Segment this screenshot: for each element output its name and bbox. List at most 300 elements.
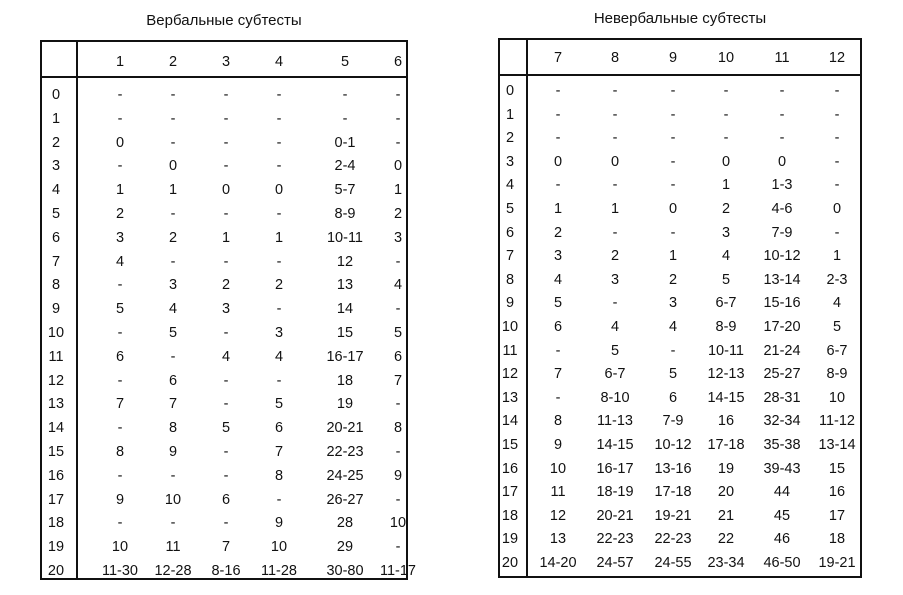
verbal-row-label: 15 <box>47 444 65 460</box>
nonverbal-table-cell: - <box>555 106 561 123</box>
nonverbal-table-cell: 0 <box>721 153 731 170</box>
verbal-table-cell: 1 <box>274 229 284 246</box>
nonverbal-row-label: 2 <box>505 130 515 147</box>
verbal-table-cell: 7 <box>274 444 284 460</box>
nonverbal-row-label: 16 <box>501 460 519 477</box>
nonverbal-table-cell: 1 <box>553 201 563 217</box>
verbal-table-cell: 2 <box>274 277 284 294</box>
verbal-row-label: 11 <box>48 348 64 365</box>
verbal-table-cell: 13 <box>336 277 354 294</box>
nonverbal-table-cell: - <box>612 83 618 99</box>
nonverbal-table-cell: 5 <box>668 366 678 383</box>
nonverbal-table-cell: 6 <box>668 389 678 406</box>
nonverbal-table-cell: 11-13 <box>596 413 633 430</box>
nonverbal-table-cell: 17-20 <box>763 319 801 335</box>
verbal-column-header: 3 <box>221 54 231 70</box>
verbal-table-cell: 28 <box>336 515 354 532</box>
nonverbal-table-cell: 18 <box>828 531 846 548</box>
verbal-table-cell: - <box>395 301 401 318</box>
nonverbal-row-label: 18 <box>501 507 519 524</box>
verbal-row-label-divider <box>76 42 78 578</box>
nonverbal-table-cell: 7-9 <box>771 224 793 241</box>
nonverbal-table-cell: - <box>612 224 618 241</box>
nonverbal-table-cell: 16 <box>717 413 735 430</box>
nonverbal-table-cell: 6-7 <box>604 366 626 383</box>
verbal-row-label: 12 <box>47 372 65 389</box>
verbal-table-cell: 10 <box>164 491 182 508</box>
verbal-table-cell: 4 <box>115 253 125 270</box>
verbal-table-cell: - <box>395 110 401 127</box>
verbal-table <box>40 40 416 580</box>
nonverbal-table-cell: 2 <box>610 248 620 265</box>
verbal-table-cell: 2 <box>115 206 125 222</box>
nonverbal-table-cell: 1 <box>610 201 620 217</box>
nonverbal-table-cell: - <box>555 177 561 194</box>
nonverbal-table-cell: 11-12 <box>818 413 855 430</box>
verbal-table-cell: 11 <box>165 539 181 556</box>
nonverbal-table-cell: 22-23 <box>596 531 634 548</box>
verbal-table-cell: - <box>117 515 123 532</box>
nonverbal-table-cell: 44 <box>773 484 791 501</box>
verbal-table-cell: 6 <box>393 348 403 365</box>
nonverbal-table-cell: - <box>670 224 676 241</box>
nonverbal-table-cell: 46 <box>773 531 791 548</box>
nonverbal-row-label: 1 <box>505 106 515 123</box>
nonverbal-table-cell: - <box>834 106 840 123</box>
verbal-table-cell: 6 <box>168 372 178 389</box>
nonverbal-table-cell: 10-12 <box>654 437 692 453</box>
verbal-table-cell: 9 <box>393 467 403 484</box>
verbal-table-cell: - <box>223 158 229 175</box>
verbal-row-label: 7 <box>51 253 61 270</box>
verbal-table-cell: - <box>117 420 123 437</box>
nonverbal-table <box>498 38 862 578</box>
nonverbal-row-label: 19 <box>501 531 519 548</box>
verbal-table-cell: 2-4 <box>334 158 356 175</box>
verbal-table-cell: - <box>223 325 229 341</box>
verbal-table-cell: 8-16 <box>211 563 241 579</box>
verbal-table-cell: - <box>342 110 348 127</box>
nonverbal-table-cell: 0 <box>553 153 563 170</box>
nonverbal-table-cell: - <box>670 130 676 147</box>
verbal-table-cell: - <box>223 467 229 484</box>
verbal-table-cell: 0 <box>221 182 231 199</box>
verbal-row-label: 0 <box>51 87 61 103</box>
nonverbal-table-cell: - <box>670 177 676 194</box>
nonverbal-row-label: 17 <box>501 484 519 501</box>
verbal-table-cell: 8 <box>393 420 403 437</box>
verbal-table-cell: 30-80 <box>326 563 364 579</box>
nonverbal-table-cell: 15-16 <box>763 295 801 312</box>
nonverbal-table-cell: 21 <box>717 507 735 524</box>
nonverbal-table-cell: 21-24 <box>763 342 801 359</box>
nonverbal-table-cell: 35-38 <box>763 437 801 453</box>
nonverbal-table-cell: 0 <box>832 201 842 217</box>
nonverbal-row-label: 14 <box>501 413 519 430</box>
nonverbal-table-cell: - <box>555 342 561 359</box>
nonverbal-table-cell: 3 <box>553 248 563 265</box>
nonverbal-table-cell: 0 <box>668 201 678 217</box>
nonverbal-table-cell: - <box>555 389 561 406</box>
verbal-row-label: 2 <box>51 134 61 151</box>
verbal-table-cell: 5 <box>274 396 284 413</box>
nonverbal-column-header: 7 <box>553 50 563 66</box>
nonverbal-table-cell: 4 <box>668 319 678 335</box>
verbal-table-cell: 15 <box>336 325 354 341</box>
nonverbal-table-cell: - <box>723 106 729 123</box>
nonverbal-row-label: 20 <box>501 555 519 571</box>
verbal-table-cell: 1 <box>221 229 231 246</box>
nonverbal-table-cell: 22-23 <box>654 531 692 548</box>
nonverbal-table-cell: 15 <box>828 460 846 477</box>
nonverbal-table-cell: 11 <box>550 484 566 501</box>
verbal-table-cell: 2 <box>168 229 178 246</box>
nonverbal-table-cell: 46-50 <box>763 555 801 571</box>
verbal-table-cell: 12 <box>336 253 354 270</box>
verbal-title: Вербальные субтесты <box>146 12 302 29</box>
nonverbal-row-label: 11 <box>502 342 518 359</box>
nonverbal-table-cell: - <box>834 83 840 99</box>
verbal-row-label: 8 <box>51 277 61 294</box>
verbal-table-cell: - <box>342 87 348 103</box>
verbal-table-cell: - <box>395 134 401 151</box>
verbal-table-cell: 2 <box>221 277 231 294</box>
nonverbal-table-cell: 2-3 <box>826 271 848 288</box>
verbal-column-header: 1 <box>115 54 125 70</box>
nonverbal-row-label: 12 <box>501 366 519 383</box>
verbal-table-cell: - <box>276 87 282 103</box>
nonverbal-table-cell: 6-7 <box>826 342 848 359</box>
verbal-table-cell: - <box>223 110 229 127</box>
nonverbal-table-cell: 1 <box>832 248 842 265</box>
verbal-table-cell: - <box>170 134 176 151</box>
nonverbal-table-cell: - <box>834 130 840 147</box>
verbal-table-cell: 8 <box>168 420 178 437</box>
nonverbal-table-cell: - <box>555 130 561 147</box>
nonverbal-table-cell: 5 <box>610 342 620 359</box>
nonverbal-table-cell: 8 <box>553 413 563 430</box>
verbal-table-cell: 5-7 <box>334 182 356 199</box>
verbal-row-label: 5 <box>51 206 61 222</box>
nonverbal-table-cell: 25-27 <box>763 366 801 383</box>
verbal-table-cell: - <box>117 110 123 127</box>
nonverbal-table-cell: - <box>779 83 785 99</box>
nonverbal-table-cell: 12-13 <box>707 366 745 383</box>
verbal-table-cell: - <box>223 515 229 532</box>
nonverbal-row-label: 15 <box>501 437 519 453</box>
nonverbal-table-cell: 10 <box>828 389 846 406</box>
verbal-table-cell: - <box>170 253 176 270</box>
nonverbal-table-cell: - <box>779 130 785 147</box>
verbal-table-cell: 4 <box>274 348 284 365</box>
verbal-row-label: 18 <box>47 515 65 532</box>
verbal-table-cell: 8 <box>115 444 125 460</box>
verbal-column-header: 4 <box>274 54 284 70</box>
nonverbal-table-cell: 3 <box>721 224 731 241</box>
nonverbal-table-cell: 4 <box>553 271 563 288</box>
verbal-table-cell: - <box>223 87 229 103</box>
verbal-row-label: 3 <box>51 158 61 175</box>
verbal-table-cell: - <box>395 539 401 556</box>
verbal-row-label: 6 <box>51 229 61 246</box>
verbal-column-header: 6 <box>393 54 403 70</box>
nonverbal-table-cell: 18-19 <box>596 484 634 501</box>
verbal-table-cell: 4 <box>168 301 178 318</box>
nonverbal-table-cell: 4 <box>610 319 620 335</box>
verbal-table-cell: - <box>223 206 229 222</box>
verbal-table-cell: - <box>117 372 123 389</box>
nonverbal-table-cell: 6 <box>553 319 563 335</box>
nonverbal-table-cell: 17-18 <box>707 437 745 453</box>
nonverbal-table-cell: 14-20 <box>539 555 577 571</box>
verbal-table-cell: 10 <box>111 539 129 556</box>
verbal-table-cell: 14 <box>336 301 354 318</box>
nonverbal-row-label: 7 <box>505 248 515 265</box>
verbal-row-label: 20 <box>47 563 65 579</box>
nonverbal-table-cell: 7-9 <box>662 413 684 430</box>
nonverbal-table-cell: 10-11 <box>707 342 744 359</box>
verbal-table-cell: - <box>276 134 282 151</box>
verbal-table-cell: 6 <box>115 348 125 365</box>
verbal-table-cell: - <box>170 206 176 222</box>
verbal-table-cell: 7 <box>115 396 125 413</box>
verbal-table-cell: 9 <box>115 491 125 508</box>
nonverbal-table-cell: 17 <box>828 507 846 524</box>
verbal-table-cell: 10 <box>389 515 407 532</box>
nonverbal-table-cell: 3 <box>668 295 678 312</box>
nonverbal-table-cell: 6-7 <box>715 295 737 312</box>
nonverbal-table-cell: 8-9 <box>715 319 737 335</box>
verbal-table-cell: - <box>395 491 401 508</box>
nonverbal-table-cell: 5 <box>832 319 842 335</box>
verbal-table-cell: 22-23 <box>326 444 364 460</box>
nonverbal-table-cell: 14-15 <box>707 389 745 406</box>
nonverbal-row-label: 3 <box>505 153 515 170</box>
verbal-table-cell: - <box>117 467 123 484</box>
nonverbal-table-cell: 45 <box>773 507 791 524</box>
nonverbal-table-cell: 24-57 <box>596 555 634 571</box>
verbal-table-cell: 11-17 <box>379 563 416 579</box>
nonverbal-table-cell: 17-18 <box>654 484 692 501</box>
verbal-table-cell: - <box>395 396 401 413</box>
verbal-table-cell: - <box>276 253 282 270</box>
verbal-table-cell: - <box>276 301 282 318</box>
nonverbal-row-label: 5 <box>505 201 515 217</box>
nonverbal-row-label-divider <box>526 40 528 576</box>
verbal-table-cell: 24-25 <box>326 467 364 484</box>
verbal-table-cell: 6 <box>274 420 284 437</box>
nonverbal-column-header: 9 <box>668 50 678 66</box>
verbal-table-cell: 8-9 <box>334 206 356 222</box>
nonverbal-table-cell: 13-14 <box>763 271 801 288</box>
nonverbal-table-cell: 12 <box>549 507 567 524</box>
verbal-table-cell: 0-1 <box>334 134 356 151</box>
verbal-table-cell: 1 <box>168 182 178 199</box>
nonverbal-row-label: 13 <box>501 389 519 406</box>
verbal-table-cell: 10-11 <box>326 229 363 246</box>
nonverbal-table-cell: - <box>612 106 618 123</box>
verbal-table-cell: - <box>223 372 229 389</box>
nonverbal-table-cell: - <box>834 224 840 241</box>
verbal-table-cell: 7 <box>168 396 178 413</box>
verbal-table-cell: - <box>395 87 401 103</box>
nonverbal-table-cell: - <box>670 106 676 123</box>
nonverbal-table-cell: 10-12 <box>763 248 801 265</box>
verbal-table-cell: 3 <box>168 277 178 294</box>
nonverbal-table-cell: - <box>670 153 676 170</box>
nonverbal-table-cell: - <box>834 177 840 194</box>
nonverbal-table-cell: - <box>670 342 676 359</box>
nonverbal-table-cell: 8-10 <box>600 389 630 406</box>
verbal-table-cell: 12-28 <box>154 563 192 579</box>
verbal-row-label: 14 <box>47 420 65 437</box>
nonverbal-table-cell: 0 <box>610 153 620 170</box>
verbal-table-cell: 5 <box>168 325 178 341</box>
nonverbal-table-cell: 8-9 <box>826 366 848 383</box>
verbal-table-cell: 3 <box>221 301 231 318</box>
nonverbal-table-cell: 14-15 <box>596 437 634 453</box>
verbal-table-cell: 5 <box>221 420 231 437</box>
nonverbal-table-cell: 0 <box>777 153 787 170</box>
verbal-table-cell: 0 <box>115 134 125 151</box>
nonverbal-table-cell: - <box>555 83 561 99</box>
nonverbal-column-header: 10 <box>717 50 735 66</box>
verbal-table-cell: - <box>223 134 229 151</box>
nonverbal-table-cell: 19 <box>717 460 735 477</box>
nonverbal-table-cell: 16 <box>828 484 846 501</box>
nonverbal-table-cell: - <box>723 83 729 99</box>
verbal-table-cell: 11-30 <box>101 563 138 579</box>
nonverbal-table-cell: 7 <box>553 366 563 383</box>
nonverbal-title: Невербальные субтесты <box>593 10 767 27</box>
verbal-table-cell: 4 <box>393 277 403 294</box>
verbal-table-cell: 29 <box>336 539 354 556</box>
verbal-table-cell: - <box>395 253 401 270</box>
nonverbal-row-label: 8 <box>505 271 515 288</box>
verbal-table-cell: 0 <box>393 158 403 175</box>
verbal-table-cell: 18 <box>336 372 354 389</box>
nonverbal-table-cell: 4-6 <box>771 201 793 217</box>
verbal-table-cell: 1 <box>393 182 403 199</box>
nonverbal-table-cell: 5 <box>721 271 731 288</box>
nonverbal-table-cell: - <box>834 153 840 170</box>
verbal-table-cell: - <box>170 515 176 532</box>
nonverbal-table-cell: - <box>670 83 676 99</box>
verbal-row-label: 16 <box>47 467 65 484</box>
verbal-row-label: 4 <box>51 182 61 199</box>
verbal-table-cell: - <box>170 87 176 103</box>
verbal-table-cell: 8 <box>274 467 284 484</box>
verbal-table-cell: - <box>276 372 282 389</box>
nonverbal-table-cell: 23-34 <box>707 555 745 571</box>
verbal-table-cell: 4 <box>221 348 231 365</box>
verbal-table-cell: - <box>117 87 123 103</box>
nonverbal-table-cell: 4 <box>721 248 731 265</box>
verbal-table-cell: - <box>117 277 123 294</box>
verbal-table-cell: 0 <box>274 182 284 199</box>
nonverbal-table-cell: 20-21 <box>596 507 634 524</box>
verbal-row-label: 10 <box>47 325 65 341</box>
nonverbal-row-label: 10 <box>501 319 519 335</box>
verbal-table-cell: 7 <box>221 539 231 556</box>
nonverbal-table-cell: - <box>779 106 785 123</box>
nonverbal-table-cell: 10 <box>549 460 567 477</box>
nonverbal-row-label: 4 <box>505 177 515 194</box>
nonverbal-table-cell: 24-55 <box>654 555 692 571</box>
verbal-table-cell: 20-21 <box>326 420 364 437</box>
verbal-table-cell: - <box>223 444 229 460</box>
verbal-table-cell: 2 <box>393 206 403 222</box>
verbal-table-cell: - <box>276 158 282 175</box>
nonverbal-table-cell: - <box>612 130 618 147</box>
nonverbal-table-cell: 5 <box>553 295 563 312</box>
nonverbal-table-cell: - <box>612 295 618 312</box>
verbal-table-cell: - <box>276 491 282 508</box>
verbal-table-cell: 3 <box>274 325 284 341</box>
verbal-table-cell: 3 <box>393 229 403 246</box>
verbal-row-label: 13 <box>47 396 65 413</box>
verbal-table-cell: - <box>170 467 176 484</box>
nonverbal-column-header: 8 <box>610 50 620 66</box>
verbal-table-cell: 9 <box>168 444 178 460</box>
verbal-row-label: 19 <box>47 539 65 556</box>
nonverbal-table-cell: 2 <box>668 271 678 288</box>
nonverbal-table-cell: 13-14 <box>818 437 856 453</box>
nonverbal-table-cell: 32-34 <box>763 413 801 430</box>
nonverbal-row-label: 6 <box>505 224 515 241</box>
nonverbal-table-cell: 16-17 <box>596 460 634 477</box>
verbal-table-cell: 26-27 <box>326 491 364 508</box>
nonverbal-table-cell: 2 <box>721 201 731 217</box>
nonverbal-table-cell: 2 <box>553 224 563 241</box>
nonverbal-table-cell: 1 <box>668 248 678 265</box>
verbal-table-cell: - <box>276 110 282 127</box>
verbal-table-cell: 1 <box>115 182 125 199</box>
verbal-table-cell: 11-28 <box>260 563 297 579</box>
nonverbal-column-header: 11 <box>774 50 790 66</box>
nonverbal-table-cell: 4 <box>832 295 842 312</box>
verbal-row-label: 9 <box>51 301 61 318</box>
verbal-table-cell: - <box>117 325 123 341</box>
nonverbal-table-cell: - <box>612 177 618 194</box>
verbal-column-header: 2 <box>168 54 178 70</box>
verbal-table-cell: - <box>395 444 401 460</box>
verbal-row-label: 17 <box>47 491 65 508</box>
verbal-table-cell: - <box>170 110 176 127</box>
verbal-table-cell: 9 <box>274 515 284 532</box>
nonverbal-table-cell: 1-3 <box>771 177 793 194</box>
verbal-table-cell: - <box>223 253 229 270</box>
nonverbal-row-label: 0 <box>505 83 515 99</box>
nonverbal-table-cell: 28-31 <box>763 389 801 406</box>
verbal-table-cell: 7 <box>393 372 403 389</box>
verbal-table-cell: 0 <box>168 158 178 175</box>
verbal-table-cell: - <box>223 396 229 413</box>
nonverbal-table-cell: 39-43 <box>763 460 801 477</box>
verbal-table-cell: 19 <box>336 396 354 413</box>
nonverbal-table-cell: 13-16 <box>654 460 692 477</box>
verbal-table-cell: 10 <box>270 539 288 556</box>
verbal-table-cell: - <box>117 158 123 175</box>
nonverbal-table-cell: 13 <box>549 531 567 548</box>
verbal-table-cell: 5 <box>115 301 125 318</box>
verbal-column-header: 5 <box>340 54 350 70</box>
nonverbal-table-cell: 22 <box>717 531 735 548</box>
nonverbal-table-cell: 19-21 <box>818 555 856 571</box>
verbal-table-cell: - <box>170 348 176 365</box>
nonverbal-table-cell: 9 <box>553 437 563 453</box>
nonverbal-column-header: 12 <box>828 50 846 66</box>
